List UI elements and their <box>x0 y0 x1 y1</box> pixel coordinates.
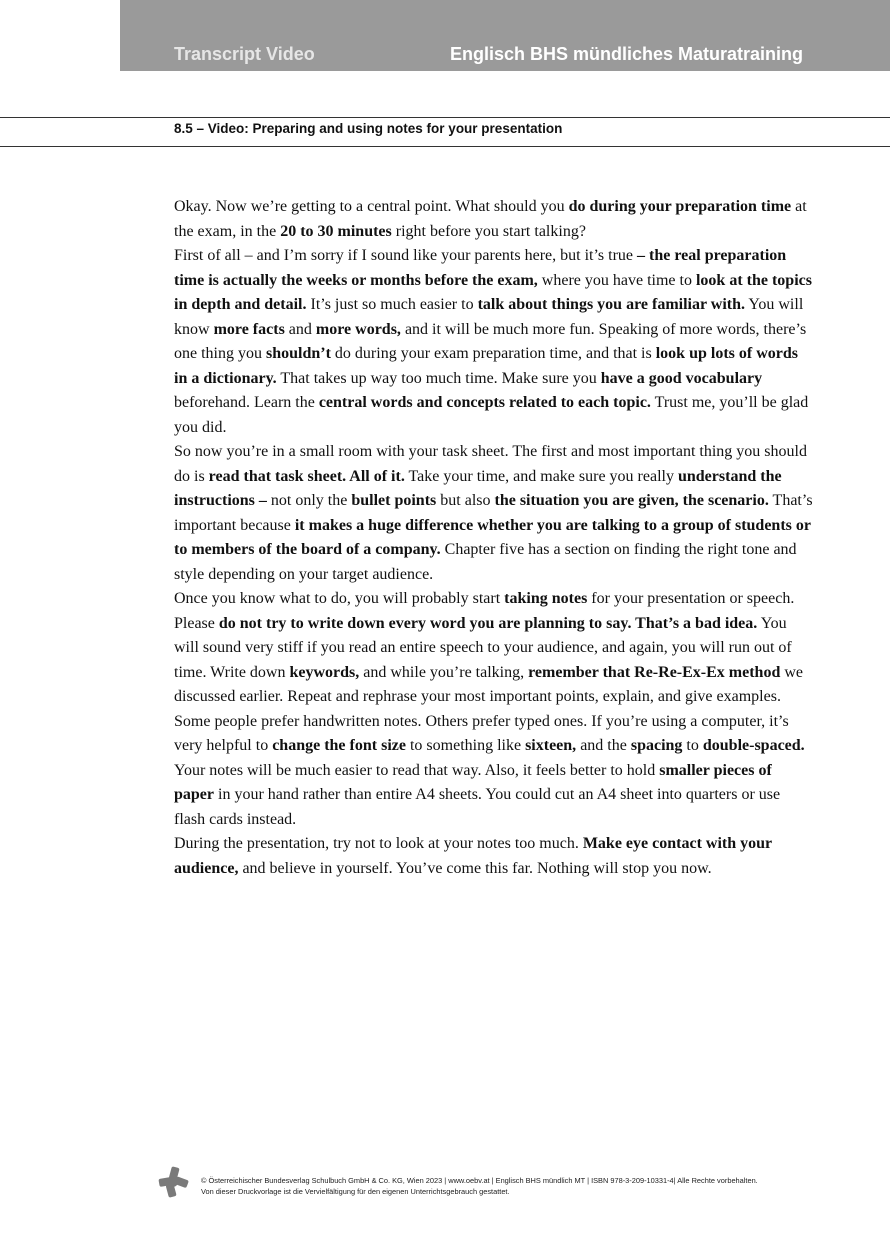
bold-run: taking notes <box>504 590 588 607</box>
text-run: do during your exam preparation time, and that is <box>330 345 656 362</box>
text-run: to <box>682 737 703 754</box>
bold-run: look at the topics in depth and detail. <box>174 271 812 313</box>
bold-run: double-spaced. <box>702 737 805 754</box>
text-run: So now you’re in a small room with your task sheet. The first and most important thing you should do is <box>174 443 807 485</box>
text-run: Okay. Now we’re getting to a central point. What should you <box>174 198 569 215</box>
text-run: Chapter five has a section on finding the right tone and style depending on your target audience. <box>174 541 797 583</box>
bold-run: talk about things you are familiar with. <box>477 296 746 313</box>
transcript-paragraph <box>174 710 814 833</box>
bold-run: the situation you are given, the scenario. <box>494 492 769 509</box>
bold-run: bullet points <box>351 492 437 509</box>
section-title: 8.5 – Video: Preparing and using notes for your presentation <box>174 121 563 136</box>
bold-run: do not try to write down every word you are planning to say. That’s a bad idea. <box>218 614 758 632</box>
text-run: You will know <box>174 296 804 338</box>
publisher-logo-icon <box>157 1166 189 1198</box>
transcript-paragraph <box>174 195 814 244</box>
footer-copyright <box>201 1175 758 1197</box>
text-run: at the exam, in the <box>174 198 807 240</box>
bold-run: – the real preparation time is actually the weeks or months before the exam, <box>174 247 787 289</box>
text-run: and believe in yourself. You’ve come this far. Nothing will stop you now. <box>238 859 712 877</box>
bold-run: have a good vocabulary <box>600 369 763 387</box>
bold-run: smaller pieces of paper <box>174 761 772 803</box>
bold-run: Make eye contact with your audience, <box>174 835 772 877</box>
text-run: where you have time to <box>537 271 696 289</box>
bold-run: read that task sheet. All of it. <box>208 467 405 485</box>
divider-bottom <box>0 146 890 147</box>
bold-run: more words, <box>315 320 401 338</box>
text-run: beforehand. Learn the <box>174 394 319 411</box>
bold-run: more facts <box>213 320 285 338</box>
bold-run: keywords, <box>289 663 360 681</box>
header-left-label: Transcript Video <box>174 44 315 64</box>
text-run: not only the <box>266 492 352 509</box>
text-run: That takes up way too much time. Make sure you <box>276 369 601 387</box>
footer-line-2: Von dieser Druckvorlage ist die Vervielfältigung für den eigenen Unterrichtsgebrauch gestattet. <box>201 1187 510 1196</box>
text-run: to something like <box>405 737 526 754</box>
text-run: That’s important because <box>174 492 813 534</box>
divider-top <box>0 117 890 118</box>
text-run: Take your time, and make sure you really <box>404 467 678 485</box>
text-run: First of all – and I’m sorry if I sound like your parents here, but it’s true <box>174 247 638 264</box>
text-run: we discussed earlier. Repeat and rephrase your most important points, explain, and give examples. <box>174 663 803 705</box>
text-run: It’s just so much easier to <box>306 296 478 313</box>
bold-run: do during your preparation time <box>568 198 792 215</box>
text-run: Trust me, you’ll be glad you did. <box>174 394 809 436</box>
text-run: You will sound very stiff if you read an entire speech to your audience, and again, you will run out of time. Write down <box>174 614 792 681</box>
transcript-paragraph <box>174 587 814 710</box>
bold-run: change the font size <box>272 737 406 754</box>
text-run: and <box>284 320 316 338</box>
text-run: in your hand rather than entire A4 sheets. You could cut an A4 sheet into quarters or use flash cards instead. <box>174 786 781 828</box>
header-bar <box>120 0 890 71</box>
bold-run: it makes a huge difference whether you are talking to a group of students or to members of the board of a company. <box>174 516 811 558</box>
header-right-label: Englisch BHS mündliches Maturatraining <box>450 44 804 64</box>
bold-run: shouldn’t <box>266 345 331 362</box>
text-run: for your presentation or speech. Please <box>174 590 795 632</box>
text-run: right before you start talking? <box>391 222 586 240</box>
bold-run: 20 to 30 minutes <box>280 222 392 240</box>
bold-run: central words and concepts related to each topic. <box>318 394 651 411</box>
text-run: During the presentation, try not to look at your notes too much. <box>174 835 583 852</box>
bold-run: understand the instructions – <box>174 467 782 509</box>
bold-run: remember that Re-Re-Ex-Ex method <box>528 663 781 681</box>
transcript-paragraph <box>174 832 814 881</box>
footer-line-1: © Österreichischer Bundesverlag Schulbuch GmbH & Co. KG, Wien 2023 | www.oebv.at | Englisch BHS mündlich MT | ISBN 978-3-209-10331-4| Alle Rechte vorbehalten. <box>201 1176 758 1185</box>
text-run: and the <box>576 737 631 754</box>
text-run: but also <box>436 492 495 509</box>
bold-run: spacing <box>630 737 683 754</box>
text-run: and it will be much more fun. Speaking of more words, there’s one thing you <box>174 320 807 362</box>
text-run: Once you know what to do, you will probably start <box>174 590 505 607</box>
text-run: Some people prefer handwritten notes. Others prefer typed ones. If you’re using a computer, it’s very helpful to <box>174 712 789 754</box>
text-run: Your notes will be much easier to read that way. Also, it feels better to hold <box>174 761 660 779</box>
bold-run: look up lots of words in a dictionary. <box>174 345 798 387</box>
transcript-paragraph <box>174 440 814 587</box>
text-run: and while you’re talking, <box>359 663 529 681</box>
bold-run: sixteen, <box>525 737 577 754</box>
transcript-body <box>174 195 814 881</box>
transcript-paragraph <box>174 244 814 440</box>
